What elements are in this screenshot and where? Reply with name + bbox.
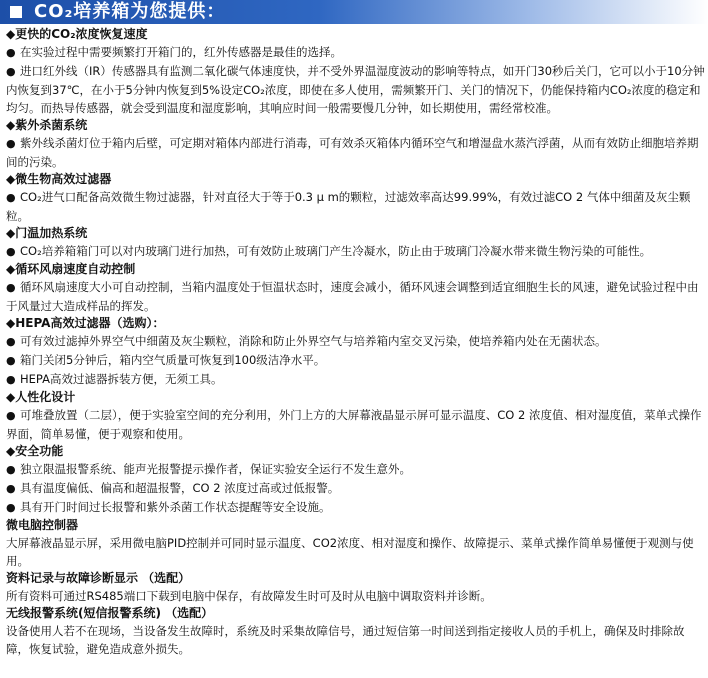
bullet-icon: ● — [6, 409, 16, 422]
bullet-text: 进口红外线（IR）传感器具有监测二氧化碳气体速度快，并不受外界温湿度波动的影响等特点，如开门30秒后关门，它可以小于10分钟内恢复到37℃，在小于5分钟内恢复到5%设定CO₂浓度，即使在多人使用，需频繁开门、关门的情况下，仍能保持箱内CO₂浓度的稳定和均匀。而热导传感器，就会受到温度和湿度影响，其响应时间一般需要慢几分钟，如长期使用，需经常校准。 — [6, 64, 705, 115]
section-heading: ◆更快的CO₂浓度恢复速度 — [6, 27, 148, 41]
section-heading: 微电脑控制器 — [6, 518, 79, 532]
bullet-icon: ● — [6, 373, 16, 386]
header-banner — [0, 0, 708, 24]
section-heading: ◆循环风扇速度自动控制 — [6, 262, 136, 276]
square-icon — [10, 6, 22, 18]
bullet-icon: ● — [6, 137, 16, 150]
bullet-icon: ● — [6, 463, 16, 476]
bullet-item — [6, 351, 706, 370]
bullet-item — [6, 43, 706, 62]
bullet-text: 可堆叠放置（二层），便于实验室空间的充分利用，外门上方的大屏幕液晶显示屏可显示温度、CO 2 浓度值、相对湿度值，菜单式操作界面，简单易懂，便于观察和使用。 — [6, 408, 702, 441]
bullet-text: 具有温度偏低、偏高和超温报警，CO 2 浓度过高或过低报警。 — [20, 481, 340, 495]
bullet-text: 具有开门时间过长报警和紫外杀菌工作状态提醒等安全设施。 — [20, 500, 331, 514]
section-heading: 无线报警系统(短信报警系统) （选配） — [6, 606, 214, 620]
section-text: 设备使用人若不在现场，当设备发生故障时，系统及时采集故障信号，通过短信第一时间送到指定接收人员的手机上，确保及时排除故障，恢复试验，避免造成意外损失。 — [6, 624, 685, 656]
bullet-text: HEPA高效过滤器拆装方便，无须工具。 — [20, 372, 223, 386]
bullet-item — [6, 498, 706, 517]
section-heading: ◆门温加热系统 — [6, 226, 88, 240]
section-heading: ◆人性化设计 — [6, 390, 76, 404]
bullet-icon: ● — [6, 191, 16, 204]
section-text: 大屏幕液晶显示屏，采用微电脑PID控制并可同时显示温度、CO2浓度、相对湿度和操作、故障提示、菜单式操作简单易懂便于观测与使用。 — [6, 536, 694, 568]
section-text: 所有资料可通过RS485端口下载到电脑中保存，有故障发生时可及时从电脑中调取资料并诊断。 — [6, 589, 492, 603]
bullet-item — [6, 332, 706, 351]
bullet-icon: ● — [6, 335, 16, 348]
feature-list — [6, 26, 706, 658]
bullet-item — [6, 242, 706, 261]
bullet-item — [6, 134, 706, 171]
section-heading: ◆紫外杀菌系统 — [6, 118, 88, 132]
bullet-item — [6, 406, 706, 443]
bullet-item — [6, 479, 706, 498]
bullet-item — [6, 370, 706, 389]
bullet-icon: ● — [6, 245, 16, 258]
bullet-icon: ● — [6, 501, 16, 514]
bullet-text: 可有效过滤掉外界空气中细菌及灰尘颗粒，消除和防止外界空气与培养箱内室交叉污染，使培养箱内处在无菌状态。 — [20, 334, 607, 348]
bullet-item — [6, 188, 706, 225]
bullet-text: 紫外线杀菌灯位于箱内后壁，可定期对箱体内部进行消毒，可有效杀灭箱体内循环空气和增湿盘水蒸汽浮菌，从而有效防止细胞培养期间的污染。 — [6, 136, 699, 169]
bullet-icon: ● — [6, 65, 16, 78]
bullet-item — [6, 460, 706, 479]
bullet-text: CO₂培养箱箱门可以对内玻璃门进行加热，可有效防止玻璃门产生冷凝水，防止由于玻璃门冷凝水带来微生物污染的可能性。 — [20, 244, 652, 258]
bullet-text: CO₂进气口配备高效微生物过滤器，针对直径大于等于0.3 μ m的颗粒，过滤效率高达99.99%，有效过滤CO 2 气体中细菌及灰尘颗粒。 — [6, 190, 691, 223]
bullet-icon: ● — [6, 354, 16, 367]
section-heading: ◆HEPA高效过滤器（选购）： — [6, 316, 165, 330]
bullet-icon: ● — [6, 281, 16, 294]
bullet-text: 箱门关闭5分钟后，箱内空气质量可恢复到100级洁净水平。 — [20, 353, 326, 367]
bullet-text: 循环风扇速度大小可自动控制，当箱内温度处于恒温状态时，速度会减小，循环风速会调整到适宜细胞生长的风速，避免试验过程中由于风量过大造成样品的挥发。 — [6, 280, 699, 313]
bullet-item — [6, 62, 706, 117]
banner-title: CO₂培养箱为您提供： — [34, 1, 226, 22]
section-heading: ◆微生物高效过滤器 — [6, 172, 112, 186]
bullet-text: 在实验过程中需要频繁打开箱门的，红外传感器是最佳的选择。 — [20, 45, 342, 59]
bullet-item — [6, 278, 706, 315]
bullet-icon: ● — [6, 482, 16, 495]
section-heading: ◆安全功能 — [6, 444, 64, 458]
bullet-icon: ● — [6, 46, 16, 59]
section-heading: 资料记录与故障诊断显示 （选配） — [6, 571, 191, 585]
bullet-text: 独立限温报警系统、能声光报警提示操作者，保证实验安全运行不发生意外。 — [20, 462, 411, 476]
